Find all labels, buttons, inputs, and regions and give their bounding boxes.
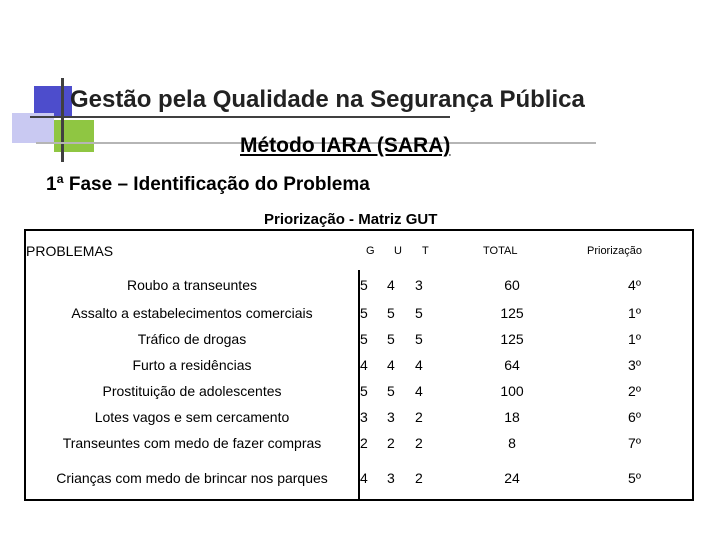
table-row (25, 300, 693, 326)
t-cell: 3 (415, 277, 423, 293)
problem-cell: Lotes vagos e sem cercamento (25, 404, 359, 430)
g-cell: 5 (360, 383, 368, 399)
t-cell: 2 (415, 409, 423, 425)
u-cell: 5 (387, 383, 395, 399)
gut-matrix-table (24, 229, 694, 501)
col-header-u: U (394, 244, 402, 257)
table-row (25, 326, 693, 352)
problem-cell: Assalto a estabelecimentos comerciais (25, 300, 359, 326)
total-cell: 125 (500, 305, 524, 321)
total-cell: 125 (500, 331, 524, 347)
phase-heading: 1ª Fase – Identificação do Problema (46, 174, 370, 195)
problem-cell: Crianças com medo de brincar nos parques (25, 456, 359, 500)
total-cell: 8 (508, 435, 516, 451)
total-cell: 60 (504, 277, 520, 293)
table-row (25, 352, 693, 378)
u-cell: 3 (387, 409, 395, 425)
t-cell: 2 (415, 469, 423, 486)
t-cell: 4 (415, 383, 423, 399)
g-cell: 3 (360, 409, 368, 425)
g-cell: 5 (360, 331, 368, 347)
priority-cell: 4º (628, 277, 641, 293)
priority-cell: 1º (628, 305, 641, 321)
priority-cell: 7º (628, 435, 641, 451)
col-header-problems: PROBLEMAS (26, 242, 114, 259)
problem-cell: Tráfico de drogas (25, 326, 359, 352)
u-cell: 3 (387, 469, 395, 486)
problem-cell: Roubo a transeuntes (25, 270, 359, 300)
total-cell: 64 (504, 357, 520, 373)
table-row (25, 404, 693, 430)
g-cell: 2 (360, 435, 368, 451)
table-row (25, 456, 693, 500)
priority-cell: 1º (628, 331, 641, 347)
slide-title: Gestão pela Qualidade na Segurança Pública (70, 86, 585, 113)
problem-cell: Prostituição de adolescentes (25, 378, 359, 404)
priority-cell: 5º (628, 469, 641, 486)
table-row (25, 430, 693, 456)
decor-green-square (54, 120, 94, 152)
t-cell: 5 (415, 331, 423, 347)
col-header-t: T (422, 244, 429, 257)
u-cell: 4 (387, 357, 395, 373)
decor-title-line (30, 116, 450, 118)
slide-subtitle: Método IARA (SARA) (240, 134, 451, 157)
u-cell: 5 (387, 305, 395, 321)
problem-cell: Furto a residências (25, 352, 359, 378)
table-header-row (25, 230, 693, 270)
g-cell: 5 (360, 305, 368, 321)
u-cell: 2 (387, 435, 395, 451)
u-cell: 5 (387, 331, 395, 347)
problem-cell: Transeuntes com medo de fazer compras (25, 430, 359, 456)
total-cell: 18 (504, 409, 520, 425)
total-cell: 100 (500, 383, 524, 399)
g-cell: 4 (360, 357, 368, 373)
table-row (25, 270, 693, 300)
g-cell: 5 (360, 277, 368, 293)
g-cell: 4 (360, 469, 368, 486)
table-caption: Priorização - Matriz GUT (264, 211, 438, 228)
total-cell: 24 (504, 469, 520, 486)
t-cell: 2 (415, 435, 423, 451)
priority-cell: 3º (628, 357, 641, 373)
col-header-total: TOTAL (483, 244, 518, 257)
col-header-priority: Priorização (587, 244, 643, 257)
t-cell: 4 (415, 357, 423, 373)
col-header-g: G (366, 244, 375, 257)
t-cell: 5 (415, 305, 423, 321)
table-row (25, 378, 693, 404)
priority-cell: 2º (628, 383, 641, 399)
decor-vertical-line (61, 78, 64, 162)
u-cell: 4 (387, 277, 395, 293)
priority-cell: 6º (628, 409, 641, 425)
